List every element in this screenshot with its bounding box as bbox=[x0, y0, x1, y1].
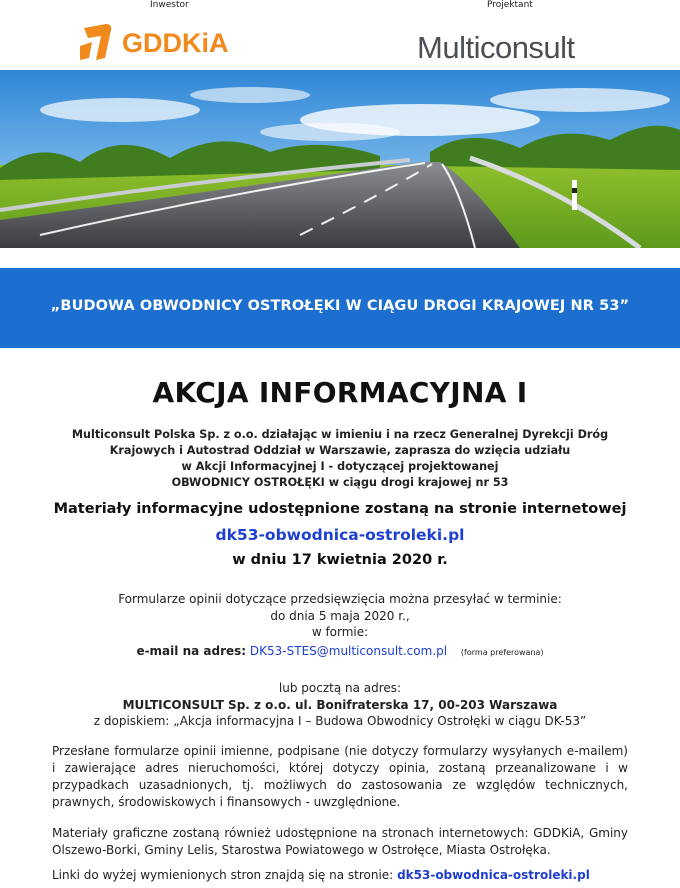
opinion-paragraph: Przesłane formularze opinii imienne, podpisane (nie dotyczy formularzy wysyłanych e-mailem) i zawierające adres nieruchomości, której dotyczy opinia, zostaną przeanalizowane i w przypadkach uzasadnionych, tj. możliwych do zastosowania ze względów technicznych, prawnych, środowiskowych i finansowych - uwzględnione. bbox=[52, 744, 628, 809]
graphics-paragraph: Materiały graficzne zostaną również udostępnione na stronach internetowych: GDDKiA, Gminy Olszewo-Borki, Gminy Lelis, Starostwa Powiatowego w Ostrołęce, Miasta Ostrołęka. bbox=[52, 826, 628, 857]
intro-line: OBWODNICY OSTROŁĘKI w ciągu drogi krajowej nr 53 bbox=[171, 476, 509, 489]
links-website-link[interactable]: dk53-obwodnica-ostroleki.pl bbox=[397, 868, 590, 882]
page-title: AKCJA INFORMACYJNA I bbox=[152, 376, 528, 409]
intro-line: Multiconsult Polska Sp. z o.o. działając w imieniu i na rzecz Generalnej Dyrekcji Dróg bbox=[71, 428, 609, 441]
form-deadline-intro: Formularze opinii dotyczące przedsięwzięcia można przesyłać w terminie: bbox=[118, 592, 562, 606]
form-info bbox=[20, 591, 660, 730]
email-row bbox=[20, 643, 660, 662]
project-title: „BUDOWA OBWODNICY OSTROŁĘKI W CIĄGU DROGI KRAJOWEJ NR 53” bbox=[50, 298, 630, 314]
email-link[interactable]: DK53-STES@multiconsult.com.pl bbox=[249, 643, 448, 658]
multiconsult-wordmark-icon bbox=[415, 24, 615, 64]
email-note: (forma preferowana) bbox=[460, 647, 544, 657]
postal-note: z dopiskiem: „Akcja informacyjna I – Budowa Obwodnicy Ostrołęki w ciągu DK-53” bbox=[93, 714, 587, 728]
links-paragraph bbox=[52, 867, 628, 884]
road-landscape-image bbox=[0, 70, 680, 248]
svg-text:Multiconsult: Multiconsult bbox=[417, 30, 575, 64]
intro-line: Krajowych i Autostrad Oddział w Warszawie, zaprasza do wzięcia udziału bbox=[109, 444, 571, 457]
postal-address: MULTICONSULT Sp. z o.o. ul. Bonifraterska 17, 00-203 Warszawa bbox=[122, 697, 558, 712]
intro-line: w Akcji Informacyjnej I - dotyczącej projektowanej bbox=[181, 460, 499, 473]
email-label: e-mail na adres: bbox=[136, 643, 247, 658]
investor-label: Inwestor bbox=[150, 0, 189, 10]
release-date: w dniu 17 kwietnia 2020 r. bbox=[232, 552, 448, 568]
website-link[interactable]: dk53-obwodnica-ostroleki.pl bbox=[215, 526, 465, 544]
designer-label: Projektant bbox=[487, 0, 533, 10]
gddkia-wordmark: GDDKiA bbox=[122, 28, 229, 58]
multiconsult-logo bbox=[415, 24, 615, 64]
links-prefix: Linki do wyżej wymienionych stron znajdą się na stronie: bbox=[52, 868, 394, 882]
gddkia-logo bbox=[78, 20, 268, 64]
post-label: lub pocztą na adres: bbox=[278, 681, 402, 695]
materials-text: Materiały informacyjne udostępnione zostaną na stronie internetowej bbox=[53, 501, 627, 517]
intro-text bbox=[40, 427, 640, 491]
gddkia-emblem-icon bbox=[78, 20, 268, 64]
form-method-label: w formie: bbox=[311, 625, 369, 639]
form-deadline: do dnia 5 maja 2020 r., bbox=[270, 608, 410, 623]
